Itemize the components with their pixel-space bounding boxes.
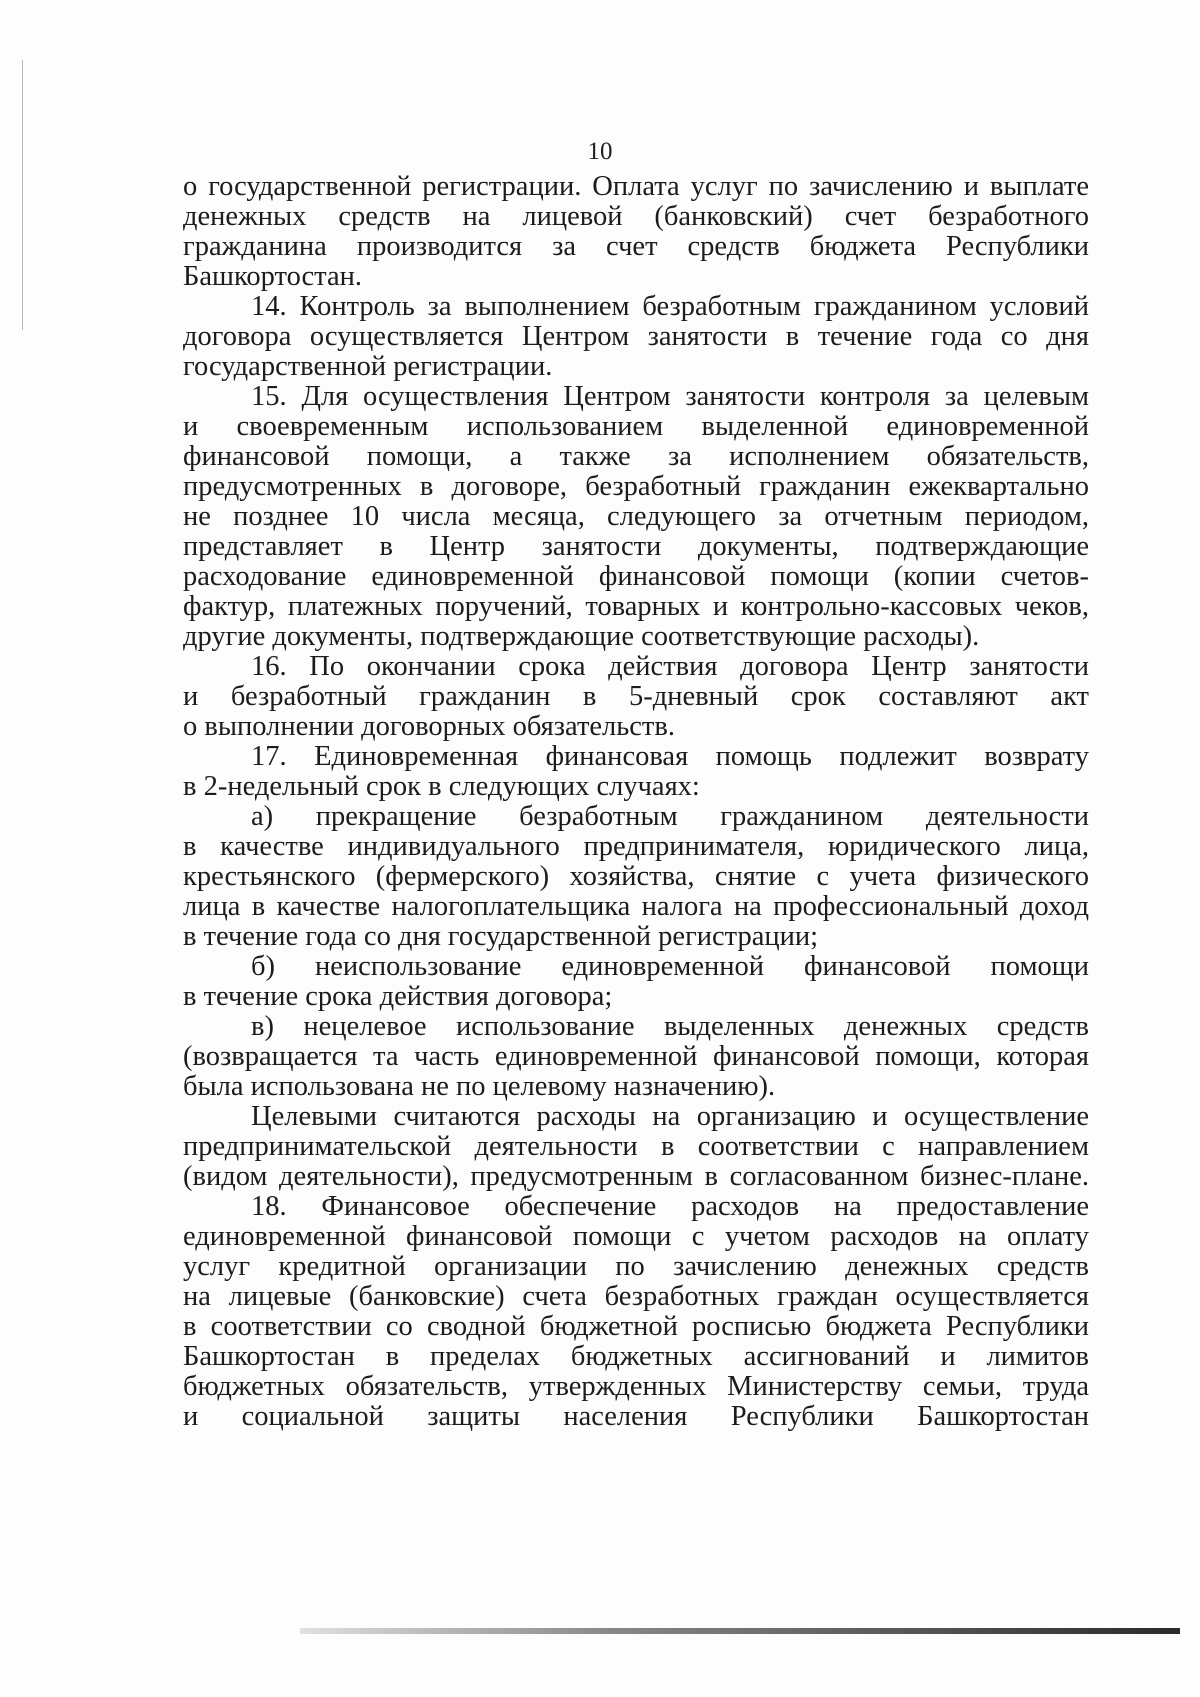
- text-line-content: 18. Финансовое обеспечение расходов на предоставление: [251, 1191, 1089, 1222]
- text-line-content: фактур, платежных поручений, товарных и контрольно-кассовых чеков,: [183, 591, 1089, 622]
- text-line: [183, 682, 1089, 712]
- text-line-content: 17. Единовременная финансовая помощь подлежит возврату: [251, 741, 1089, 772]
- text-line-content: услуг кредитной организации по зачислению денежных средств: [183, 1251, 1089, 1282]
- text-line-content: расходование единовременной финансовой помощи (копии счетов-: [183, 561, 1089, 592]
- text-line: [183, 532, 1089, 562]
- text-line: [183, 742, 1089, 772]
- text-line: [183, 562, 1089, 592]
- text-line-content: единовременной финансовой помощи с учетом расходов на оплату: [183, 1221, 1089, 1252]
- text-line-content: финансовой помощи, а также за исполнением обязательств,: [183, 441, 1089, 472]
- text-line-content: 15. Для осуществления Центром занятости контроля за целевым: [251, 381, 1089, 412]
- text-line-content: на лицевые (банковские) счета безработных граждан осуществляется: [183, 1281, 1089, 1312]
- text-line: [183, 1312, 1089, 1342]
- text-line-content: представляет в Центр занятости документы, подтверждающие: [183, 531, 1089, 562]
- text-line: [183, 202, 1089, 232]
- text-line: [183, 1342, 1089, 1372]
- text-line: [183, 442, 1089, 472]
- text-line-content: (возвращается та часть единовременной финансовой помощи, которая: [183, 1041, 1089, 1072]
- text-line: [183, 1042, 1089, 1072]
- text-line-content: 14. Контроль за выполнением безработным гражданином условий: [251, 291, 1089, 322]
- text-line-content: в) нецелевое использование выделенных денежных средств: [251, 1011, 1089, 1042]
- text-line-content: о выполнении договорных обязательств.: [183, 711, 675, 742]
- text-line-content: крестьянского (фермерского) хозяйства, снятие с учета физического: [183, 861, 1089, 892]
- text-line-content: и социальной защиты населения Республики Башкортостан: [183, 1401, 1089, 1432]
- text-line: [183, 592, 1089, 622]
- text-line-content: Башкортостан.: [183, 261, 363, 292]
- text-line: [183, 1192, 1089, 1222]
- text-line: [183, 1282, 1089, 1312]
- text-line: [183, 1162, 1089, 1192]
- text-line-content: в качестве индивидуального предпринимателя, юридического лица,: [183, 831, 1089, 862]
- text-line: [183, 172, 1089, 202]
- text-line: [183, 502, 1089, 532]
- text-line-content: в соответствии со сводной бюджетной росписью бюджета Республики: [183, 1311, 1089, 1342]
- text-line: [183, 892, 1089, 922]
- text-line-content: предусмотренных в договоре, безработный гражданин ежеквартально: [183, 471, 1089, 502]
- text-line: [183, 1372, 1089, 1402]
- text-line: [183, 652, 1089, 682]
- text-line: [183, 622, 1089, 652]
- text-line: [183, 802, 1089, 832]
- text-line-content: и своевременным использованием выделенной единовременной: [183, 411, 1089, 442]
- text-line-content: о государственной регистрации. Оплата услуг по зачислению и выплате: [183, 171, 1089, 202]
- text-line-content: в течение года со дня государственной регистрации;: [183, 921, 819, 952]
- text-line-content: не позднее 10 числа месяца, следующего за отчетным периодом,: [183, 501, 1089, 532]
- text-line-content: другие документы, подтверждающие соответствующие расходы).: [183, 621, 980, 652]
- text-line-content: предпринимательской деятельности в соответствии с направлением: [183, 1131, 1089, 1162]
- text-line-content: Целевыми считаются расходы на организацию и осуществление: [251, 1101, 1089, 1132]
- text-line-content: денежных средств на лицевой (банковский) счет безработного: [183, 201, 1089, 232]
- text-line: [183, 1222, 1089, 1252]
- text-line: [183, 472, 1089, 502]
- text-line: [183, 922, 1089, 952]
- text-line-content: Башкортостан в пределах бюджетных ассигнований и лимитов: [183, 1341, 1089, 1372]
- document-body: [183, 172, 1089, 1432]
- scan-edge-mark: [22, 60, 23, 330]
- text-line-content: 16. По окончании срока действия договора Центр занятости: [251, 651, 1089, 682]
- text-line: [183, 352, 1089, 382]
- text-line: [183, 292, 1089, 322]
- text-line-content: гражданина производится за счет средств бюджета Республики: [183, 231, 1089, 262]
- text-line: [183, 262, 1089, 292]
- text-line-content: в 2-недельный срок в следующих случаях:: [183, 771, 700, 802]
- text-line-content: была использована не по целевому назначению).: [183, 1071, 776, 1102]
- text-line-content: бюджетных обязательств, утвержденных Министерству семьи, труда: [183, 1371, 1089, 1402]
- text-line-content: в течение срока действия договора;: [183, 981, 613, 1012]
- text-line-content: и безработный гражданин в 5-дневный срок составляют акт: [183, 681, 1089, 712]
- text-line: [183, 1402, 1089, 1432]
- text-line: [183, 862, 1089, 892]
- text-line: [183, 982, 1089, 1012]
- text-line-content: лица в качестве налогоплательщика налога на профессиональный доход: [183, 891, 1089, 922]
- text-line: [183, 412, 1089, 442]
- text-line: [183, 1132, 1089, 1162]
- page-number: 10: [587, 138, 613, 165]
- text-line: [183, 232, 1089, 262]
- text-line: [183, 1252, 1089, 1282]
- text-line: [183, 952, 1089, 982]
- text-line: [183, 1072, 1089, 1102]
- text-line: [183, 1102, 1089, 1132]
- text-line: [183, 772, 1089, 802]
- text-line-content: договора осуществляется Центром занятости в течение года со дня: [183, 321, 1089, 352]
- text-line: [183, 322, 1089, 352]
- text-line: [183, 1012, 1089, 1042]
- text-line-content: (видом деятельности), предусмотренным в согласованном бизнес-плане.: [183, 1161, 1089, 1192]
- text-line-content: а) прекращение безработным гражданином деятельности: [251, 801, 1089, 832]
- text-line: [183, 712, 1089, 742]
- text-line: [183, 832, 1089, 862]
- text-line-content: государственной регистрации.: [183, 351, 553, 382]
- scan-shadow-bottom: [300, 1628, 1180, 1634]
- text-line-content: б) неиспользование единовременной финансовой помощи: [251, 951, 1089, 982]
- text-line: [183, 382, 1089, 412]
